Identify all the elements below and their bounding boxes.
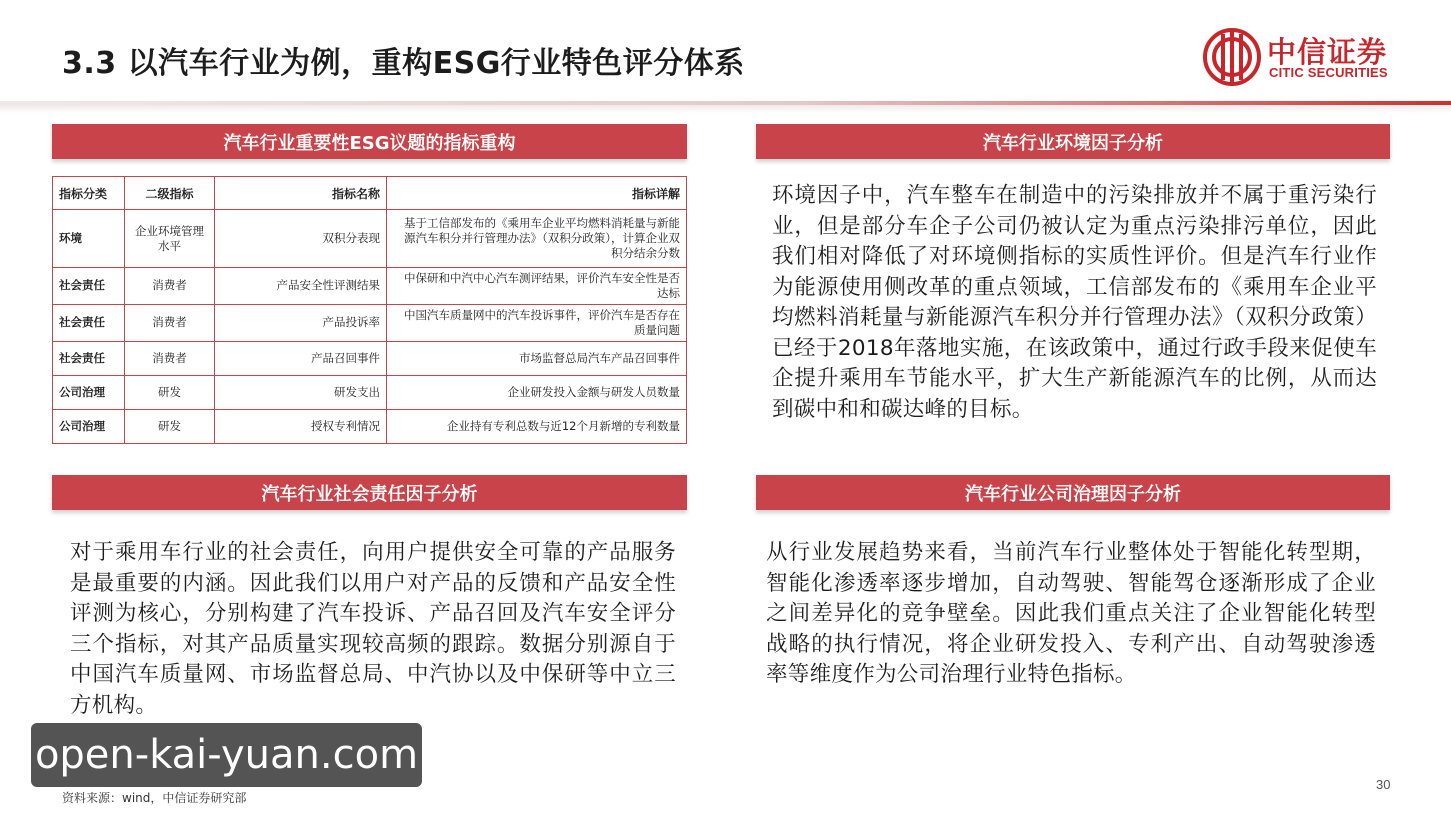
environment-section-header: 汽车行业环境因子分析 (756, 124, 1390, 159)
table-row (53, 210, 687, 268)
cell-sub-indicator: 研发 (125, 409, 215, 443)
table-row (53, 341, 687, 375)
column-header-indicator-name: 指标名称 (215, 177, 387, 210)
cell-indicator-detail: 市场监督总局汽车产品召回事件 (387, 341, 687, 375)
table-row (53, 268, 687, 305)
logo-name-en: CITIC SECURITIES (1269, 65, 1388, 80)
cell-indicator-detail: 企业研发投入金额与研发人员数量 (387, 375, 687, 409)
cell-indicator-detail: 中保研和中汽中心汽车测评结果，评价汽车安全性是否达标 (387, 268, 687, 305)
cell-indicator-name: 产品投诉率 (215, 304, 387, 341)
cell-category: 公司治理 (53, 375, 125, 409)
indicator-table (52, 176, 687, 444)
table-row (53, 304, 687, 341)
social-section-header: 汽车行业社会责任因子分析 (52, 475, 687, 510)
cell-indicator-name: 双积分表现 (215, 210, 387, 268)
cell-indicator-detail: 中国汽车质量网中的汽车投诉事件，评价汽车是否存在质量问题 (387, 304, 687, 341)
cell-indicator-name: 产品安全性评测结果 (215, 268, 387, 305)
watermark-overlay: open-kai-yuan.com (31, 723, 422, 787)
cell-indicator-name: 产品召回事件 (215, 341, 387, 375)
table-header-row (53, 177, 687, 210)
cell-sub-indicator: 研发 (125, 375, 215, 409)
table-row (53, 375, 687, 409)
cell-sub-indicator: 消费者 (125, 341, 215, 375)
citic-logo (1203, 28, 1413, 88)
governance-analysis-text: 从行业发展趋势来看，当前汽车行业整体处于智能化转型期，智能化渗透率逐步增加，自动驾驶、智能驾仓逐渐形成了企业之间差异化的竞争壁垒。因此我们重点关注了企业智能化转型战略的执行情况，将企业研发投入、专利产出、自动驾驶渗透率等维度作为公司治理行业特色指标。 (766, 540, 1376, 687)
cell-sub-indicator: 消费者 (125, 304, 215, 341)
cell-indicator-detail: 企业持有专利总数与近12个月新增的专利数量 (387, 409, 687, 443)
page-number: 30 (1376, 777, 1391, 792)
cell-indicator-name: 授权专利情况 (215, 409, 387, 443)
column-header-sub-indicator: 二级指标 (125, 177, 215, 210)
source-note: 资料来源：wind，中信证券研究部 (62, 791, 247, 805)
cell-sub-indicator: 企业环境管理水平 (125, 210, 215, 268)
cell-category: 社会责任 (53, 341, 125, 375)
logo-name-cn: 中信证券 (1267, 35, 1388, 69)
cell-category: 社会责任 (53, 268, 125, 305)
header-divider-shadow (0, 105, 1451, 113)
cell-category: 公司治理 (53, 409, 125, 443)
table-row (53, 409, 687, 443)
cell-indicator-detail: 基于工信部发布的《乘用车企业平均燃料消耗量与新能源汽车积分并行管理办法》（双积分政策），计算企业双积分结余分数 (387, 210, 687, 268)
cell-category: 环境 (53, 210, 125, 268)
environment-analysis-text: 环境因子中，汽车整车在制造中的污染排放并不属于重污染行业，但是部分车企子公司仍被认定为重点污染排污单位，因此我们相对降低了对环境侧指标的实质性评价。但是汽车行业作为能源使用侧改革的重点领域，工信部发布的《乘用车企业平均燃料消耗量与新能源汽车积分并行管理办法》（双积分政策）已经于2018年落地实施，在该政策中，通过行政手段来促使车企提升乘用车节能水平，扩大生产新能源汽车的比例，从而达到碳中和和碳达峰的目标。 (772, 183, 1377, 422)
slide-title: 3.3 以汽车行业为例，重构ESG行业特色评分体系 (62, 46, 745, 81)
citic-logo-icon (1203, 28, 1261, 86)
column-header-category: 指标分类 (53, 177, 125, 210)
column-header-indicator-detail: 指标详解 (387, 177, 687, 210)
cell-indicator-name: 研发支出 (215, 375, 387, 409)
social-analysis-text: 对于乘用车行业的社会责任，向用户提供安全可靠的产品服务是最重要的内涵。因此我们以用户对产品的反馈和产品安全性评测为核心，分别构建了汽车投诉、产品召回及汽车安全评分三个指标，对其产品质量实现较高频的跟踪。数据分别源自于中国汽车质量网、市场监督总局、中汽协以及中保研等中立三方机构。 (70, 540, 676, 718)
indicator-section-header: 汽车行业重要性ESG议题的指标重构 (52, 124, 687, 159)
cell-category: 社会责任 (53, 304, 125, 341)
cell-sub-indicator: 消费者 (125, 268, 215, 305)
governance-section-header: 汽车行业公司治理因子分析 (756, 475, 1390, 510)
